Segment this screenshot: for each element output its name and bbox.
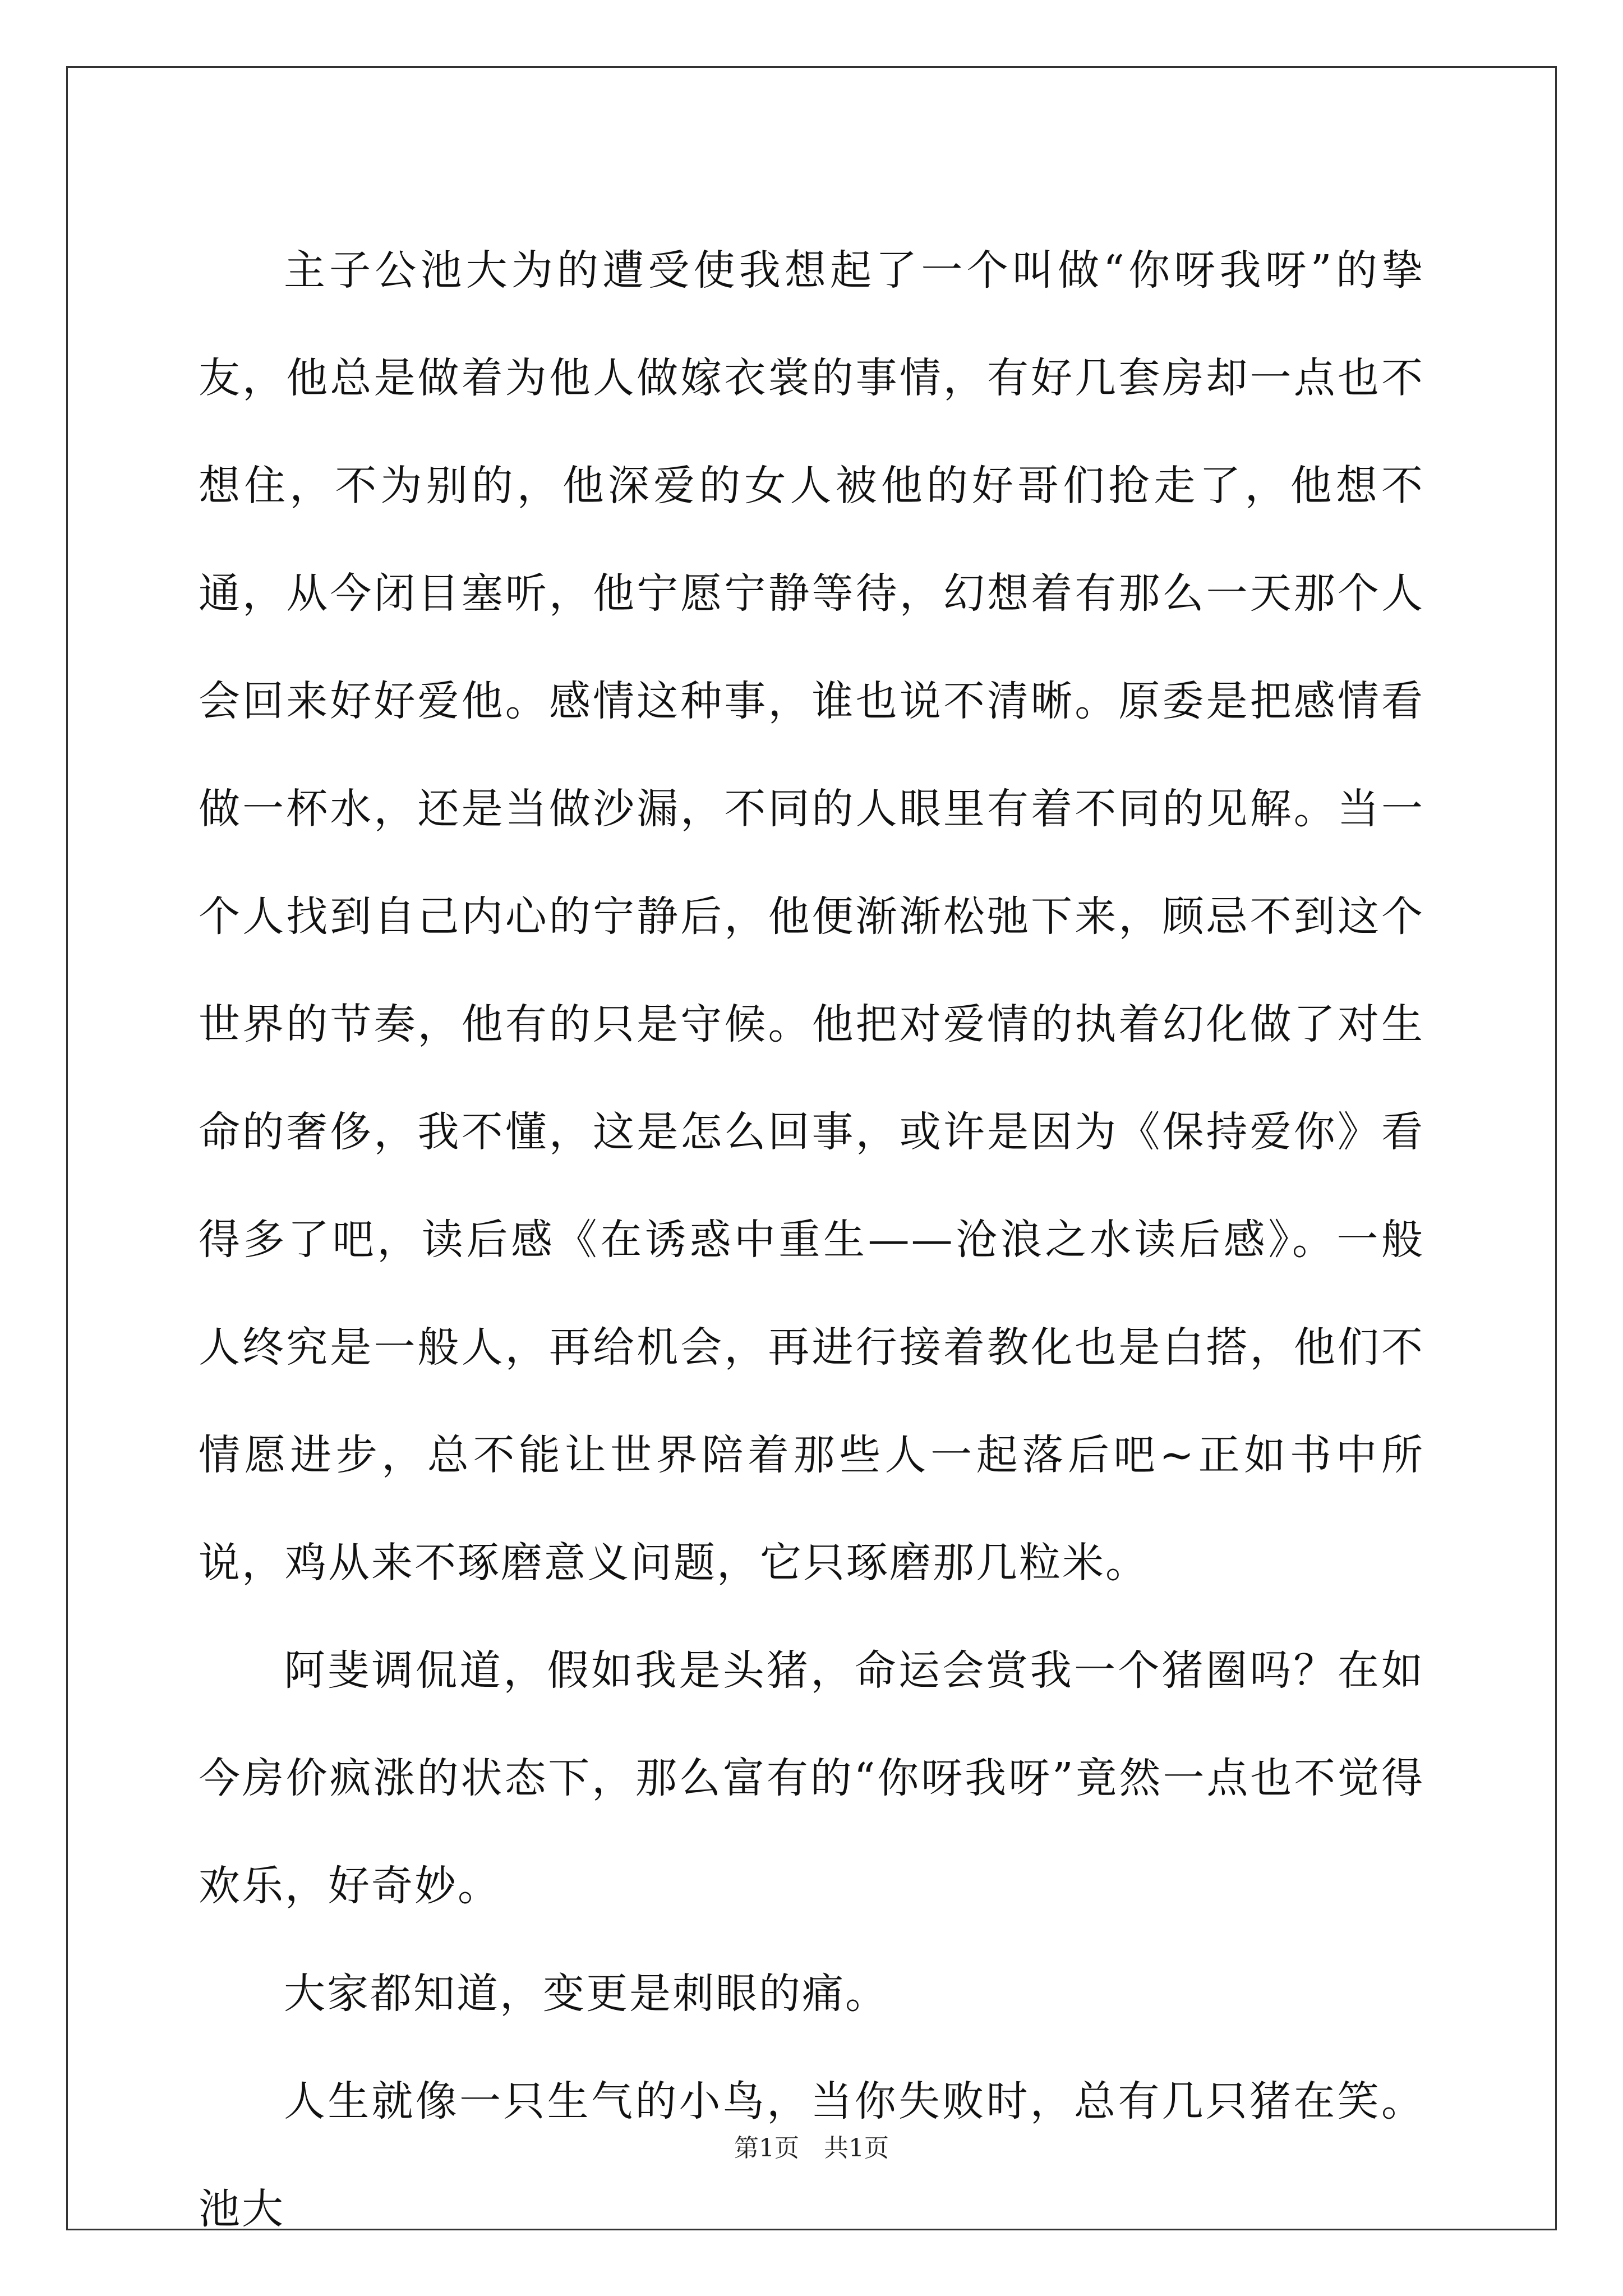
document-body — [199, 217, 1424, 2263]
paragraph-1: 主子公池大为的遭受使我想起了一个叫做“你呀我呀”的挚友，他总是做着为他人做嫁衣裳的事情，有好几套房却一点也不想住，不为别的，他深爱的女人被他的好哥们抢走了，他想不通，从今闭目塞听，他宁愿宁静等待，幻想着有那么一天那个人会回来好好爱他。感情这种事，谁也说不清晰。原委是把感情看做一杯水，还是当做沙漏，不同的人眼里有着不同的见解。当一个人找到自己内心的宁静后，他便渐渐松弛下来，顾忌不到这个世界的节奏，他有的只是守候。他把对爱情的执着幻化做了对生命的奢侈，我不懂，这是怎么回事，或许是因为《保持爱你》看得多了吧，读后感《在诱惑中重生——沧浪之水读后感》。一般人终究是一般人，再给机会，再进行接着教化也是白搭，他们不情愿进步，总不能让世界陪着那些人一起落后吧~正如书中所说，鸡从来不琢磨意义问题，它只琢磨那几粒米。 — [199, 246, 1424, 1587]
paragraph-4: 人生就像一只生气的小鸟，当你失败时，总有几只猪在笑。池大 — [199, 2077, 1424, 2233]
paragraph-2: 阿斐调侃道，假如我是头猪，命运会赏我一个猪圈吗？在如今房价疯涨的状态下，那么富有的“你呀我呀”竟然一点也不觉得欢乐，好奇妙。 — [199, 1646, 1424, 1910]
page-number: 第1页 — [734, 2134, 799, 2162]
paragraph-3: 大家都知道，变更是刺眼的痛。 — [284, 1970, 888, 2018]
page-total: 共1页 — [824, 2134, 889, 2162]
page-footer — [0, 2132, 1623, 2165]
